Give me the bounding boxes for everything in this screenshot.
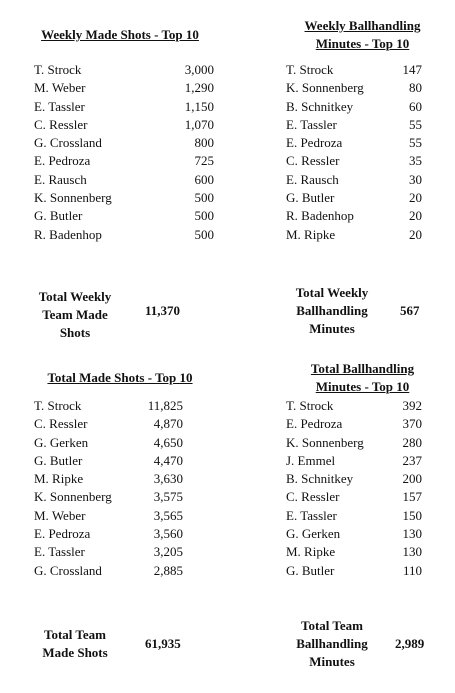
- player-name: R. Badenhop: [34, 226, 102, 242]
- player-value: 3,560: [153, 526, 183, 542]
- player-value: 3,565: [153, 507, 183, 523]
- title-line: Total Ballhandling: [310, 361, 415, 376]
- player-name: E. Pedroza: [34, 153, 91, 169]
- total-shots-total-value: 61,935: [145, 636, 181, 651]
- list-item: [286, 434, 426, 452]
- player-value: 30: [409, 171, 422, 187]
- weekly-ballhandling-list: [286, 61, 426, 244]
- player-name: T. Strock: [34, 62, 82, 77]
- list-item: [34, 488, 189, 506]
- list-item: [286, 171, 426, 189]
- list-item: [34, 525, 189, 543]
- player-value: 2,885: [153, 562, 183, 578]
- player-value: 3,630: [153, 471, 183, 487]
- total-label-line: Ballhandling: [296, 636, 368, 651]
- total-label-line: Total Team: [43, 627, 106, 642]
- list-item: [34, 226, 214, 244]
- list-item: [34, 415, 189, 433]
- list-item: [286, 207, 426, 225]
- player-name: C. Ressler: [34, 416, 88, 432]
- total-shots-list: [34, 397, 189, 580]
- total-ballhandling-total-label: [278, 617, 386, 671]
- list-item: [286, 152, 426, 170]
- total-label-line: Made Shots: [42, 645, 108, 660]
- list-item: [286, 507, 426, 525]
- player-name: B. Schnitkey: [286, 471, 354, 487]
- player-name: G. Gerken: [34, 434, 89, 450]
- player-value: 3,205: [153, 544, 183, 560]
- player-value: 147: [402, 62, 422, 77]
- title-line: Weekly Ballhandling: [304, 18, 421, 33]
- player-name: E. Pedroza: [34, 526, 91, 542]
- player-name: E. Tassler: [34, 544, 85, 560]
- total-ballhandling-list: [286, 397, 426, 580]
- player-name: C. Ressler: [286, 153, 340, 169]
- player-name: T. Strock: [286, 62, 334, 77]
- total-label-line: Minutes: [309, 321, 355, 336]
- player-value: 110: [402, 562, 422, 578]
- player-name: G. Gerken: [286, 526, 341, 542]
- player-name: G. Butler: [286, 190, 335, 206]
- total-label-line: Total Weekly: [38, 289, 112, 304]
- weekly-shots-list: [34, 61, 214, 244]
- player-value: 500: [194, 226, 214, 242]
- player-name: E. Tassler: [34, 98, 85, 114]
- list-item: [286, 543, 426, 561]
- list-item: [34, 543, 189, 561]
- player-name: E. Pedroza: [286, 416, 343, 432]
- player-name: B. Schnitkey: [286, 98, 354, 114]
- weekly-ballhandling-total-value: 567: [400, 303, 420, 318]
- player-value: 1,150: [184, 98, 214, 114]
- player-value: 1,290: [184, 80, 214, 96]
- list-item: [34, 562, 189, 580]
- player-value: 4,470: [153, 452, 183, 468]
- player-name: M. Weber: [34, 507, 86, 523]
- player-value: 4,870: [153, 416, 183, 432]
- list-item: [286, 488, 426, 506]
- player-value: 130: [402, 544, 422, 560]
- player-name: C. Ressler: [286, 489, 340, 505]
- list-item: [34, 152, 214, 170]
- list-item: [34, 171, 214, 189]
- list-item: [34, 207, 214, 225]
- title-line: Minutes - Top 10: [315, 36, 410, 51]
- player-value: 280: [402, 434, 422, 450]
- player-value: 35: [409, 153, 422, 169]
- list-item: [34, 189, 214, 207]
- player-value: 500: [194, 190, 214, 206]
- list-item: [34, 98, 214, 116]
- player-name: T. Strock: [34, 398, 82, 413]
- list-item: [286, 562, 426, 580]
- player-value: 11,825: [147, 398, 183, 413]
- list-item: [286, 226, 426, 244]
- player-value: 130: [402, 526, 422, 542]
- list-item: [286, 525, 426, 543]
- player-name: G. Crossland: [34, 135, 102, 151]
- player-value: 55: [409, 135, 422, 151]
- player-name: K. Sonnenberg: [286, 434, 364, 450]
- total-label-line: Ballhandling: [296, 303, 368, 318]
- player-name: M. Ripke: [34, 471, 84, 487]
- total-label-line: Total Weekly: [295, 285, 369, 300]
- list-item: [286, 116, 426, 134]
- player-name: M. Weber: [34, 80, 86, 96]
- total-shots-title: Total Made Shots - Top 10: [47, 370, 193, 385]
- total-ballhandling-title: [280, 360, 445, 396]
- list-item: [286, 79, 426, 97]
- player-name: E. Tassler: [286, 116, 337, 132]
- player-name: G. Butler: [34, 208, 83, 224]
- weekly-shots-total-value: 11,370: [145, 303, 181, 318]
- player-value: 20: [409, 226, 422, 242]
- player-name: T. Strock: [286, 398, 334, 413]
- player-name: E. Tassler: [286, 507, 337, 523]
- total-ballhandling-total-value: 2,989: [395, 636, 425, 651]
- player-value: 600: [194, 171, 214, 187]
- player-name: E. Rausch: [286, 171, 339, 187]
- title-line: Minutes - Top 10: [315, 379, 410, 394]
- player-name: K. Sonnenberg: [34, 190, 112, 206]
- weekly-ballhandling-total-label: [278, 284, 386, 338]
- player-name: E. Pedroza: [286, 135, 343, 151]
- player-value: 4,650: [153, 434, 183, 450]
- total-label-line: Total Team: [300, 618, 363, 633]
- weekly-ballhandling-title: [280, 17, 445, 53]
- player-value: 60: [409, 98, 422, 114]
- weekly-shots-total-label: [20, 288, 130, 342]
- player-name: M. Ripke: [286, 226, 336, 242]
- list-item: [286, 415, 426, 433]
- list-item: [34, 134, 214, 152]
- player-value: 1,070: [184, 116, 214, 132]
- list-item: [286, 189, 426, 207]
- list-item: [34, 452, 189, 470]
- list-item: [34, 507, 189, 525]
- list-item: [34, 79, 214, 97]
- player-name: M. Ripke: [286, 544, 336, 560]
- player-name: R. Badenhop: [286, 208, 354, 224]
- list-item: [286, 134, 426, 152]
- player-name: K. Sonnenberg: [34, 489, 112, 505]
- player-value: 55: [409, 116, 422, 132]
- total-shots-total-label: [20, 626, 130, 662]
- list-item: [34, 434, 189, 452]
- player-value: 20: [409, 208, 422, 224]
- player-value: 200: [402, 471, 422, 487]
- player-value: 157: [402, 489, 422, 505]
- player-value: 3,575: [153, 489, 183, 505]
- player-value: 150: [402, 507, 422, 523]
- list-item: [286, 61, 426, 79]
- player-value: 20: [409, 190, 422, 206]
- total-label-line: Shots: [59, 325, 91, 340]
- list-item: [286, 397, 426, 415]
- player-value: 80: [409, 80, 422, 96]
- player-value: 392: [402, 398, 422, 413]
- player-name: E. Rausch: [34, 171, 87, 187]
- player-value: 725: [194, 153, 214, 169]
- total-label-line: Team Made: [42, 307, 108, 322]
- player-name: J. Emmel: [286, 452, 336, 468]
- player-name: K. Sonnenberg: [286, 80, 364, 96]
- list-item: [34, 470, 189, 488]
- list-item: [34, 116, 214, 134]
- player-value: 800: [194, 135, 214, 151]
- player-name: C. Ressler: [34, 116, 88, 132]
- list-item: [34, 397, 189, 415]
- total-label-line: Minutes: [309, 654, 355, 669]
- list-item: [34, 61, 214, 79]
- player-value: 237: [402, 452, 422, 468]
- list-item: [286, 470, 426, 488]
- player-value: 3,000: [184, 62, 214, 77]
- player-name: G. Butler: [34, 452, 83, 468]
- player-name: G. Butler: [286, 562, 335, 578]
- list-item: [286, 452, 426, 470]
- player-value: 500: [194, 208, 214, 224]
- weekly-shots-title: Weekly Made Shots - Top 10: [41, 27, 199, 42]
- player-name: G. Crossland: [34, 562, 102, 578]
- list-item: [286, 98, 426, 116]
- player-value: 370: [402, 416, 422, 432]
